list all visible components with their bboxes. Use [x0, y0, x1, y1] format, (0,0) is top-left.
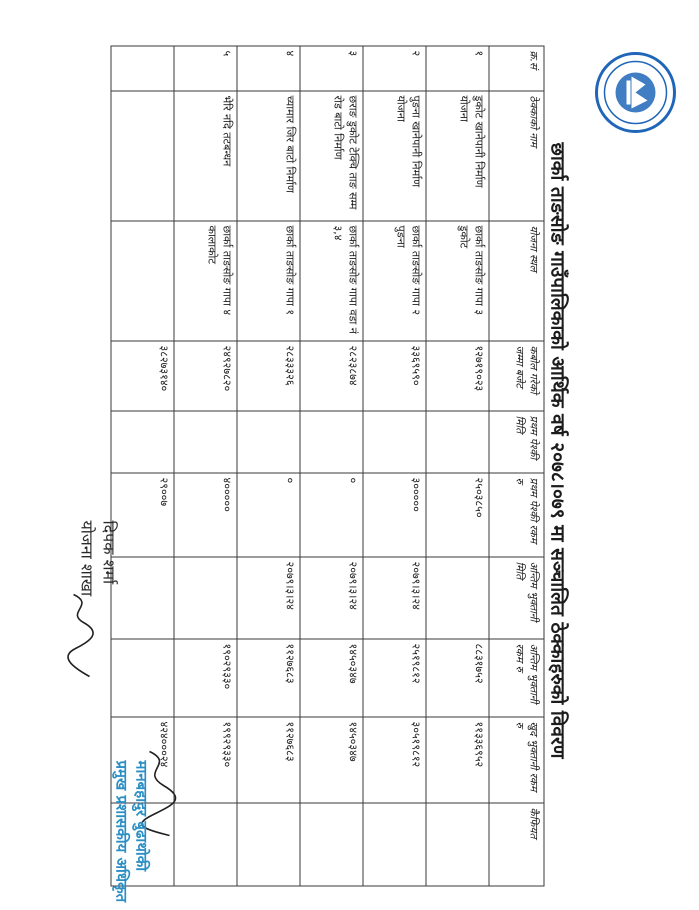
cell-final-amount: १४५०३४७: [300, 639, 363, 717]
cell-final-amount: २५१९८१२: [363, 639, 426, 717]
header-advance-date: प्रथम पेश्की मिति: [489, 411, 544, 473]
cell-contract-name: [111, 91, 174, 221]
cell-budget: १२७१९०२३: [426, 341, 489, 411]
stamp-name: मानबहादुर बुढाथोकी: [132, 760, 150, 871]
cell-advance-amount: ४०००००: [174, 473, 237, 557]
table-header-row: [489, 46, 544, 886]
table-row: [363, 46, 426, 886]
cell-net-amount: १९९२९३३०: [174, 717, 237, 803]
cell-net-amount: १४५०३४७: [300, 717, 363, 803]
handwritten-signature-icon: [61, 590, 101, 680]
cell-final-date: २०७९।३।२४: [300, 557, 363, 639]
header-remarks: कैफियत: [489, 803, 544, 886]
cell-net-amount: ११२७६८३: [237, 717, 300, 803]
cell-net-amount: ३०५१९८१२: [363, 717, 426, 803]
cell-advance-date: [174, 411, 237, 473]
header-net-amount: खुद भुक्तानी रकम रु: [489, 717, 544, 803]
cell-location: छार्का ताङसोङ गापा २ पुङना: [363, 221, 426, 341]
cell-location: छार्का ताङसोङ गापा ४ कालाकोट: [174, 221, 237, 341]
cell-remarks: [237, 803, 300, 886]
signatory-name: दिपक शर्मा: [99, 520, 118, 584]
cell-advance-amount: ३०००००: [363, 473, 426, 557]
header-sn: क्र.सं: [489, 46, 544, 91]
cell-final-amount: ८८३१७५२: [426, 639, 489, 717]
cell-advance-amount: ०: [300, 473, 363, 557]
header-advance-amount: प्रथम पेश्की रकम रु: [489, 473, 544, 557]
cell-remarks: [300, 803, 363, 886]
header-location: योजना स्थल: [489, 221, 544, 341]
cell-final-date: २०७९।३।२४: [363, 557, 426, 639]
cell-final-date: [111, 557, 174, 639]
cell-budget: २४९२७८२०: [174, 341, 237, 411]
table-row: [300, 46, 363, 886]
municipality-seal-icon: [593, 50, 677, 134]
cell-budget: २८२३८७४: [300, 341, 363, 411]
cell-remarks: [174, 803, 237, 886]
official-stamp: [111, 760, 152, 910]
cell-advance-date: [237, 411, 300, 473]
cell-advance-date: [300, 411, 363, 473]
cell-advance-date: [111, 411, 174, 473]
cell-net-amount: ४२४०००२४: [111, 717, 174, 803]
page-title: छार्का ताङसोङ गाउँपालिकाको आर्थिक वर्ष २०७८।०७९ मा सञ्चालित ठेक्काहरुको विवरण: [546, 142, 568, 758]
cell-final-date: [174, 557, 237, 639]
cell-contract-name: पुङना खानेपानी निर्माण योजना: [363, 91, 426, 221]
signatory-note: [76, 520, 119, 596]
cell-final-date: [426, 557, 489, 639]
cell-advance-date: [426, 411, 489, 473]
cell-location: छार्का ताङसोङ गापा वडा नं ३,४: [300, 221, 363, 341]
table-row: [426, 46, 489, 886]
header-budget: कबोल गरेको जम्मा बजेट: [489, 341, 544, 411]
table-row: [174, 46, 237, 886]
cell-sn: १: [426, 46, 489, 91]
header-final-amount: अन्तिम भुक्तानी रकम रु: [489, 639, 544, 717]
cell-budget: ३८२७३१४०: [111, 341, 174, 411]
cell-sn: [111, 46, 174, 91]
header-final-date: अन्तिम भुक्तानी मिति: [489, 557, 544, 639]
cell-location: छार्का ताङसोङ गापा ३ डुकोट: [426, 221, 489, 341]
cell-budget: २८३३३२६: [237, 341, 300, 411]
cell-contract-name: च्यामार जिर बाटो निर्माण: [237, 91, 300, 221]
cell-final-amount: १९०२९३३०: [174, 639, 237, 717]
cell-final-amount: ११२७६८३: [237, 639, 300, 717]
cell-budget: ३३६९५९०: [363, 341, 426, 411]
cell-final-date: २०७९।३।२४: [237, 557, 300, 639]
cell-contract-name: छराङ डुकोट टेक्चि ताङ सम्म रोड बाटो निर्माण: [300, 91, 363, 221]
cell-sn: ३: [300, 46, 363, 91]
cell-advance-amount: २९००७: [111, 473, 174, 557]
cell-advance-amount: २५०३८५०: [426, 473, 489, 557]
cell-contract-name: भेरि नदि तटबन्धन: [174, 91, 237, 221]
cell-sn: ५: [174, 46, 237, 91]
cell-location: [111, 221, 174, 341]
stamp-title: प्रमुख प्रशासकीय अधिकृत: [111, 760, 130, 902]
cell-remarks: [363, 803, 426, 886]
signatory-title: योजना शाखा: [77, 520, 97, 596]
cell-final-amount: [111, 639, 174, 717]
cell-contract-name: डुकोट खानेपानी निर्माण योजना: [426, 91, 489, 221]
cell-advance-amount: ०: [237, 473, 300, 557]
cell-sn: ४: [237, 46, 300, 91]
table-row: [237, 46, 300, 886]
cell-advance-date: [363, 411, 426, 473]
header-contract-name: ठेक्काको नाम: [489, 91, 544, 221]
cell-location: छार्का ताङसोङ गापा १: [237, 221, 300, 341]
cell-sn: २: [363, 46, 426, 91]
cell-remarks: [426, 803, 489, 886]
cell-net-amount: ११३३६९५२: [426, 717, 489, 803]
